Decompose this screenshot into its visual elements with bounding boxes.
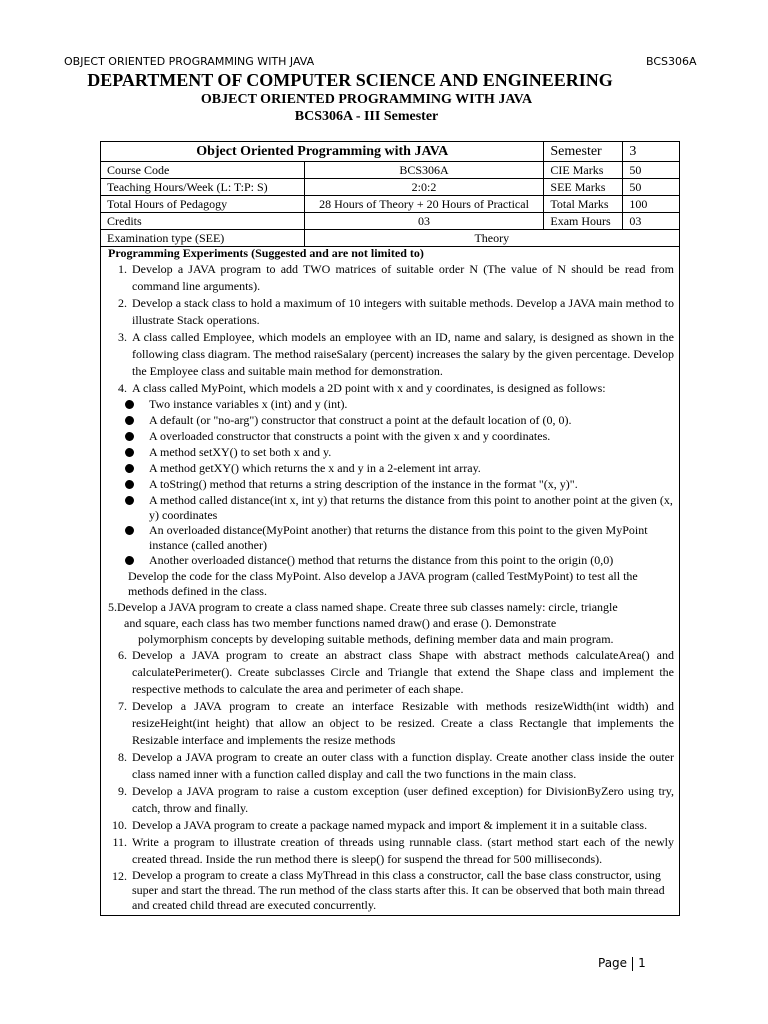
course-info-table (100, 141, 680, 247)
course-code-semester: BCS306A - III Semester (294, 109, 439, 124)
bullet-item (125, 397, 674, 413)
bullet-text: A method getXY() which returns the x and y in a 2-element int array. (149, 461, 481, 475)
semester-label: Semester (544, 142, 623, 162)
exam-hours-label: Exam Hours (544, 213, 623, 230)
credits-label: Credits (101, 213, 305, 230)
teaching-hours-label: Teaching Hours/Week (L: T:P: S) (101, 179, 305, 196)
list-item (108, 698, 674, 749)
bullet-text: A method called distance(int x, int y) that returns the distance from this point to another point at the given (x, y) coordinates (149, 493, 673, 522)
list-item (108, 868, 674, 913)
item-number: 11. (112, 835, 127, 849)
exam-type-value: Theory (304, 230, 679, 247)
bullet-item (125, 445, 674, 461)
item-text: Develop a JAVA program to create an outer class with a function display. Create another class inside the outer class named inner with a function called display and call the two functions in the main class. (132, 750, 674, 781)
semester-value: 3 (623, 142, 680, 162)
item-number: 6. (118, 648, 127, 662)
table-row (101, 162, 680, 179)
bullet-icon (125, 493, 149, 523)
item-number: 2. (118, 296, 127, 310)
cie-marks-value: 50 (623, 162, 680, 179)
bullet-item (125, 413, 674, 429)
bullet-text: A toString() method that returns a string description of the instance in the format "(x, y)". (149, 477, 578, 491)
bullet-item (125, 429, 674, 445)
bullet-icon (125, 429, 149, 445)
total-marks-label: Total Marks (544, 196, 623, 213)
pedagogy-hours-value: 28 Hours of Theory + 20 Hours of Practical (304, 196, 544, 213)
list-item (108, 647, 674, 698)
page-label: Page (598, 956, 628, 970)
item-text-line: and square, each class has two member functions named draw() and erase (). Demonstrate (124, 616, 557, 630)
pedagogy-hours-label: Total Hours of Pedagogy (101, 196, 305, 213)
list-item (108, 749, 674, 783)
list-item (108, 261, 674, 295)
course-code-label: Course Code (101, 162, 305, 179)
bullet-item (125, 493, 674, 523)
see-marks-value: 50 (623, 179, 680, 196)
bullet-icon (125, 523, 149, 553)
list-item (108, 295, 674, 329)
item-number: 12. (112, 869, 127, 883)
item-text: Develop a JAVA program to add TWO matrices of suitable order N (The value of N should be read from command line arguments). (132, 262, 674, 293)
bullet-icon (125, 461, 149, 477)
experiments-heading: Programming Experiments (Suggested and are not limited to) (108, 246, 424, 260)
subject-title: OBJECT ORIENTED PROGRAMMING WITH JAVA (200, 92, 533, 107)
item-text: Write a program to illustrate creation of threads using runnable class. (start method start each of the newly created thread. Inside the run method there is sleep() for suspend the thread for 500 milliseconds). (132, 835, 674, 866)
item-number: 3. (118, 330, 127, 344)
list-item (108, 329, 674, 380)
table-row (101, 142, 680, 162)
item-text-line: 5.Develop a JAVA program to create a class named shape. Create three sub classes namely: circle, triangle (108, 600, 618, 614)
item-text: Develop a program to create a class MyThread in this class a constructor, call the base class constructor, using super and start the thread. The run method of the class starts after this. It can be observed that both main thread and created child thread are executed concurrently. (132, 868, 665, 912)
bullet-icon (125, 413, 149, 429)
department-title: DEPARTMENT OF COMPUTER SCIENCE AND ENGINEERING (87, 70, 613, 90)
item-number: 9. (118, 784, 127, 798)
list-item (108, 380, 674, 397)
see-marks-label: SEE Marks (544, 179, 623, 196)
item-number: 4. (118, 381, 127, 395)
bullet-icon (125, 397, 149, 413)
bullet-item (125, 477, 674, 493)
item-text: A class called Employee, which models an employee with an ID, name and salary, is designed as shown in the following class diagram. The method raiseSalary (percent) increases the salary by the given percentage. Develop the Employee class and suitable main method for demonstration. (132, 330, 674, 378)
bullet-icon (125, 445, 149, 461)
item-text: A class called MyPoint, which models a 2D point with x and y coordinates, is designed as follows: (132, 381, 606, 395)
bullet-text: A overloaded constructor that constructs a point with the given x and y coordinates. (149, 429, 551, 443)
item-number: 10. (112, 818, 127, 832)
bullet-item (125, 523, 674, 553)
item-number: 8. (118, 750, 127, 764)
exam-hours-value: 03 (623, 213, 680, 230)
teaching-hours-value: 2:0:2 (304, 179, 544, 196)
list-item (108, 783, 674, 817)
bullet-item (125, 553, 674, 569)
bullet-item (125, 461, 674, 477)
table-row (101, 179, 680, 196)
item-text: Develop a JAVA program to create a package named mypack and import & implement it in a suitable class. (132, 818, 648, 832)
bullet-icon (125, 553, 149, 569)
bullet-text: Another overloaded distance() method that returns the distance from this point to the origin (0,0) (149, 553, 614, 567)
total-marks-value: 100 (623, 196, 680, 213)
mypoint-bullet-list (125, 397, 674, 569)
mypoint-tail-text: Develop the code for the class MyPoint. Also develop a JAVA program (called TestMyPoint) to test all the methods defined in the class. (128, 569, 638, 598)
table-row (101, 230, 680, 247)
experiments-section (108, 245, 674, 913)
bullet-text: An overloaded distance(MyPoint another) that returns the distance from this point to the given MyPoint instance (called another) (149, 523, 648, 552)
running-header-code: BCS306A (646, 55, 697, 68)
bullet-text: Two instance variables x (int) and y (int). (149, 397, 348, 411)
cie-marks-label: CIE Marks (544, 162, 623, 179)
item-number: 1. (118, 262, 127, 276)
item-text: Develop a JAVA program to create an interface Resizable with methods resizeWidth(int width) and resizeHeight(int height) that allow an object to be resized. Create a class Rectangle that implements the Resizable interface and implements the resize methods (132, 699, 674, 747)
item-number: 7. (118, 699, 127, 713)
bullet-text: A default (or "no-arg") constructor that construct a point at the default location of (0, 0). (149, 413, 572, 427)
item-text: Develop a JAVA program to create an abstract class Shape with abstract methods calculateArea() and calculatePerimeter(). Create subclasses Circle and Triangle that extend the Shape class and implement the respective methods to calculate the area and perimeter of each shape. (132, 648, 674, 696)
course-title-cell: Object Oriented Programming with JAVA (101, 142, 544, 162)
item-text-line: polymorphism concepts by developing suitable methods, defining member data and main program. (138, 632, 614, 646)
footer-divider (632, 957, 633, 971)
list-item (108, 599, 674, 647)
table-row (101, 196, 680, 213)
page-number: 1 (638, 956, 646, 970)
page-footer (598, 956, 646, 971)
list-item (108, 817, 674, 834)
table-row (101, 213, 680, 230)
bullet-icon (125, 477, 149, 493)
course-code-value: BCS306A (304, 162, 544, 179)
credits-value: 03 (304, 213, 544, 230)
item-text: Develop a stack class to hold a maximum of 10 integers with suitable methods. Develop a JAVA main method to illustrate Stack operations. (132, 296, 674, 327)
item-text: Develop a JAVA program to raise a custom exception (user defined exception) for DivisionByZero using try, catch, throw and finally. (132, 784, 674, 815)
bullet-text: A method setXY() to set both x and y. (149, 445, 332, 459)
list-item (108, 834, 674, 868)
running-header-title: OBJECT ORIENTED PROGRAMMING WITH JAVA (64, 55, 315, 68)
exam-type-label: Examination type (SEE) (101, 230, 305, 247)
